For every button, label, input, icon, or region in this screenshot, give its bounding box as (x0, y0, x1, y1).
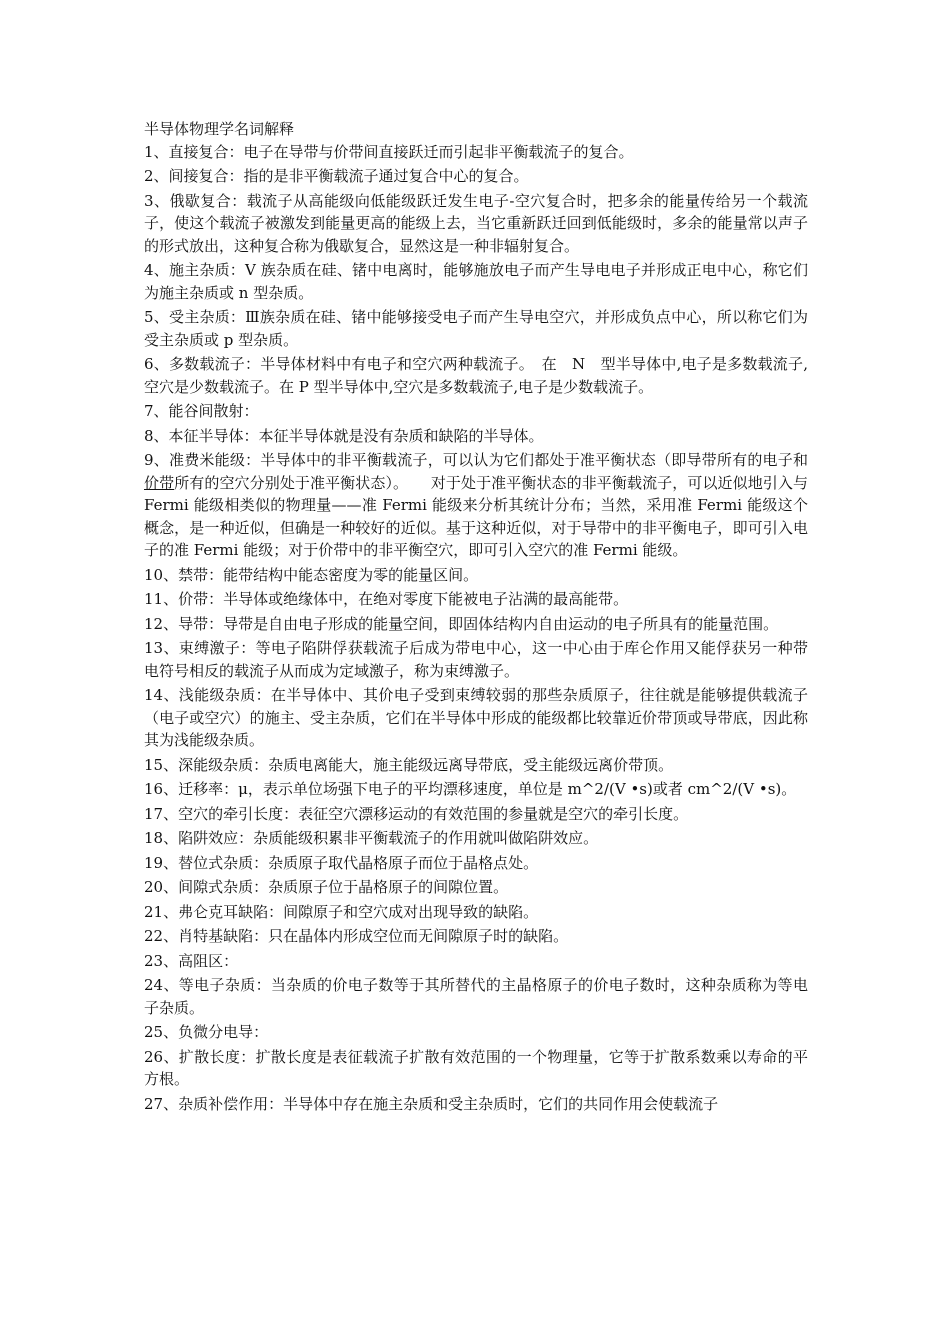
entry-11: 11、价带：半导体或绝缘体中，在绝对零度下能被电子沾满的最高能带。 (144, 590, 629, 608)
entry-24: 24、等电子杂质：当杂质的价电子数等于其所替代的主晶格原子的价电子数时，这种杂质称为等电子杂质。 (144, 976, 808, 1017)
entry-9-before: 9、准费米能级：半导体中的非平衡载流子，可以认为它们都处于准平衡状态（即导带所有的电子和 (144, 451, 808, 469)
entry-2: 2、间接复合：指的是非平衡载流子通过复合中心的复合。 (144, 167, 529, 185)
entry-15: 15、深能级杂质：杂质电离能大，施主能级远离导带底，受主能级远离价带顶。 (144, 755, 674, 774)
entry-12: 12、导带：导带是自由电子形成的能量空间，即固体结构内自由运动的电子所具有的能量范围。 (144, 614, 779, 633)
entry-16: 16、迁移率：μ，表示单位场强下电子的平均漂移速度，单位是 m^2/(V •s)或者 cm^2/(V •s)。 (144, 780, 797, 798)
entry-9-underlined-term: 价带 (144, 473, 175, 492)
entry-18: 18、陷阱效应：杂质能级积累非平衡载流子的作用就叫做陷阱效应。 (144, 829, 599, 847)
entry-4: 4、施主杂质：V 族杂质在硅、锗中电离时，能够施放电子而产生导电电子并形成正电中心，称它们为施主杂质或 n 型杂质。 (144, 261, 808, 302)
entry-27: 27、杂质补偿作用：半导体中存在施主杂质和受主杂质时，它们的共同作用会使载流子 (144, 1094, 719, 1113)
entry-17: 17、空穴的牵引长度：表征空穴漂移运动的有效范围的参量就是空穴的牵引长度。 (144, 804, 689, 823)
entry-5: 5、受主杂质：Ⅲ族杂质在硅、锗中能够接受电子而产生导电空穴，并形成负点中心，所以称它们为受主杂质或 p 型杂质。 (144, 308, 808, 349)
entry-1: 1、直接复合：电子在导带与价带间直接跃迁而引起非平衡载流子的复合。 (144, 142, 634, 161)
entry-9-after: 所有的空穴分别处于准平衡状态）。 对于处于准平衡状态的非平衡载流子，可以近似地引入与 Fermi 能级相类似的物理量——准 Fermi 能级来分析其统计分布；当然，采用准 Fermi 能级这个概念，是一种近似，但确是一种较好的近似。基于这种近似，对于导带中的非平衡电子，即可引入电子的准 Fermi 能级；对于价带中的非平衡空穴，即可引入空穴的准 Fermi 能级。 (144, 473, 808, 559)
entry-9 (144, 449, 808, 562)
entry-23: 23、高阻区： (144, 951, 239, 970)
document-title: 半导体物理学名词解释 (144, 120, 295, 138)
entry-3: 3、俄歇复合：载流子从高能级向低能级跃迁发生电子-空穴复合时，把多余的能量传给另一个载流子，使这个载流子被激发到能量更高的能级上去，当它重新跃迁回到低能级时，多余的能量常以声子的形式放出，这种复合称为俄歇复合，显然这是一种非辐射复合。 (144, 191, 808, 255)
entry-10: 10、禁带：能带结构中能态密度为零的能量区间。 (144, 565, 479, 584)
entry-14: 14、浅能级杂质：在半导体中、其价电子受到束缚较弱的那些杂质原子，往往就是能够提供载流子（电子或空穴）的施主、受主杂质，它们在半导体中形成的能级都比较靠近价带顶或导带底，因此称其为浅能级杂质。 (144, 686, 808, 749)
entry-20: 20、间隙式杂质：杂质原子位于晶格原子的间隙位置。 (144, 878, 509, 896)
document-page (144, 118, 808, 1117)
entry-6: 6、多数载流子：半导体材料中有电子和空穴两种载流子。 在 N 型半导体中,电子是多数载流子, 空穴是少数载流子。在 P 型半导体中,空穴是多数载流子,电子是少数载流子。 (144, 355, 808, 396)
entry-21: 21、弗仑克耳缺陷：间隙原子和空穴成对出现导致的缺陷。 (144, 902, 539, 921)
entry-22: 22、肖特基缺陷：只在晶体内形成空位而无间隙原子时的缺陷。 (144, 927, 569, 945)
entry-26: 26、扩散长度：扩散长度是表征载流子扩散有效范围的一个物理量，它等于扩散系数乘以寿命的平方根。 (144, 1047, 808, 1088)
entry-8: 8、本征半导体：本征半导体就是没有杂质和缺陷的半导体。 (144, 426, 544, 445)
entry-13: 13、束缚激子：等电子陷阱俘获载流子后成为带电中心，这一中心由于库仑作用又能俘获另一种带电符号相反的载流子从而成为定域激子，称为束缚激子。 (144, 639, 808, 680)
entry-25: 25、负微分电导： (144, 1023, 269, 1041)
entry-7: 7、能谷间散射： (144, 402, 259, 420)
entry-19: 19、替位式杂质：杂质原子取代晶格原子而位于晶格点处。 (144, 853, 539, 872)
